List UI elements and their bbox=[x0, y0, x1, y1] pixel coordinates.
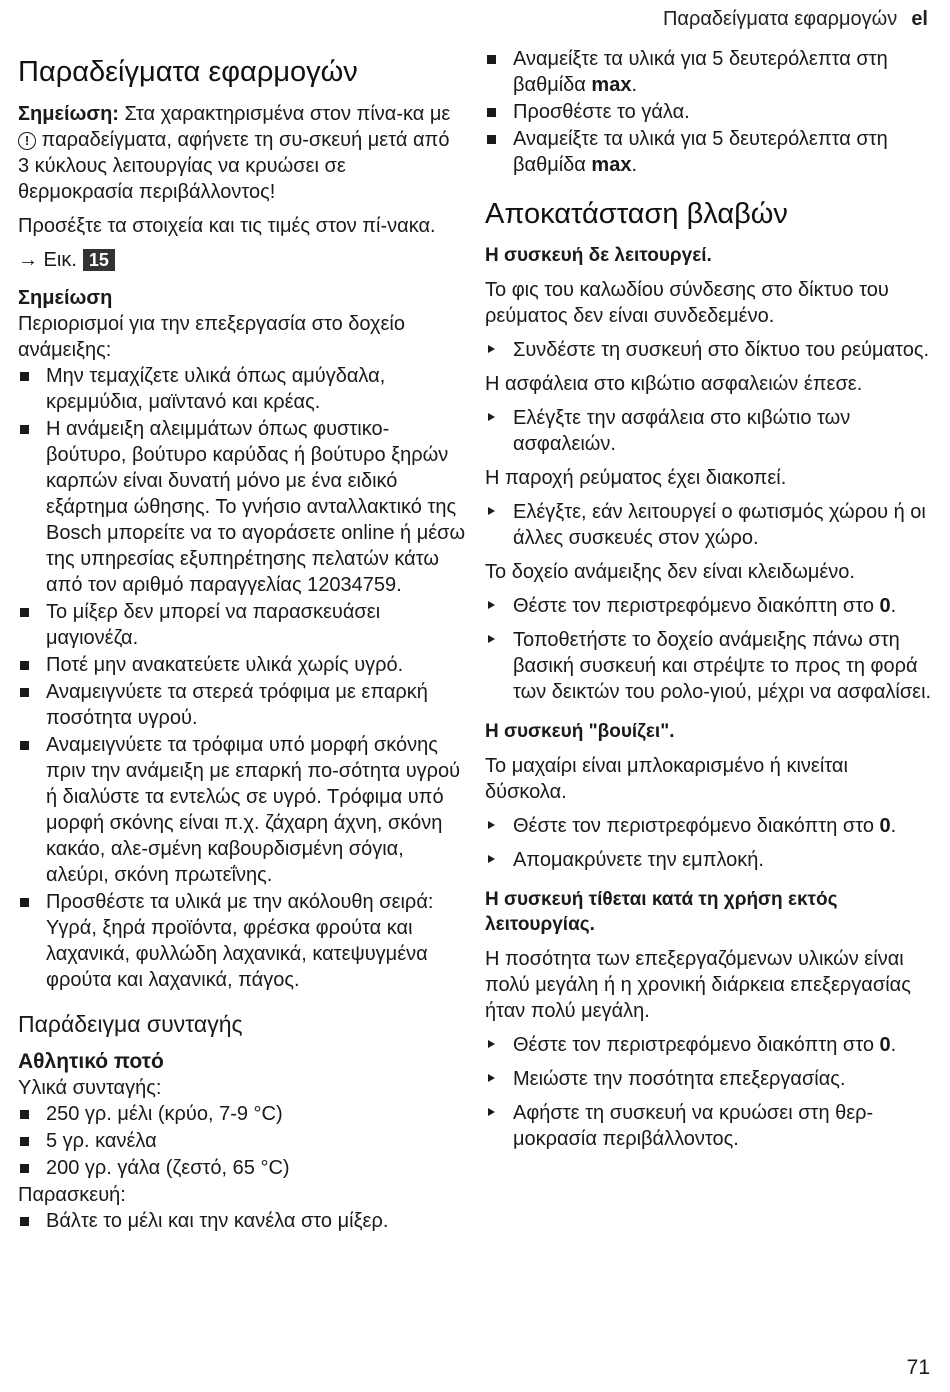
remedy-list bbox=[485, 1032, 933, 1152]
cause-text: Το φις του καλωδίου σύνδεσης στο δίκτυο του ρεύματος δεν είναι συνδεδεμένο. bbox=[485, 278, 889, 327]
list-item: 200 γρ. γάλα (ζεστό, 65 °C) bbox=[18, 1155, 466, 1181]
note-label: Σημείωση: bbox=[18, 103, 119, 126]
right-column bbox=[485, 46, 933, 1160]
note-text-end: παραδείγματα, αφήνετε τη συ-σκευή μετά από 3 κύκλους λειτουργίας να κρυώσει σε θερμοκρασία περιβάλλοντος! bbox=[18, 129, 450, 204]
exclamation-icon: ! bbox=[18, 132, 36, 150]
header-title: Παραδείγματα εφαρμογών bbox=[662, 8, 898, 30]
ingredients-label: Υλικά συνταγής: bbox=[18, 1076, 162, 1099]
table-hint: Προσέξτε τα στοιχεία και τις τιμές στον πί-νακα. bbox=[18, 215, 436, 238]
remedy-item: Συνδέστε τη συσκευή στο δίκτυο του ρεύματος. bbox=[485, 337, 933, 363]
remedy-item: Τοποθετήστε το δοχείο ανάμειξης πάνω στη βασική συσκευή και στρέψτε το προς τη φορά των δεικτών του ρολο-γιού, μέχρι να ασφαλίσει. bbox=[485, 627, 933, 705]
remedy-list bbox=[485, 337, 933, 363]
list-item: Προσθέστε τα υλικά με την ακόλουθη σειρά: Υγρά, ξηρά προϊόντα, φρέσκα φρούτα και λαχανικά, φυλλώδη λαχανικά, κατεψυγμένα φρούτα και λαχανικά, πάγος. bbox=[18, 889, 466, 993]
cause-text: Το μαχαίρι είναι μπλοκαρισμένο ή κινείται δύσκολα. bbox=[485, 754, 848, 803]
remedy-item: Ελέγξτε, εάν λειτουργεί ο φωτισμός χώρου ή οι άλλες συσκευές στον χώρο. bbox=[485, 499, 933, 551]
language-code: el bbox=[911, 8, 928, 30]
remedy-item: Ελέγξτε την ασφάλεια στο κιβώτιο των ασφαλειών. bbox=[485, 405, 933, 457]
remedy-item: Θέστε τον περιστρεφόμενο διακόπτη στο 0. bbox=[485, 593, 933, 619]
list-item: Μην τεμαχίζετε υλικά όπως αμύγδαλα, κρεμμύδια, μαϊντανό και κρέας. bbox=[18, 363, 466, 415]
remedy-list bbox=[485, 593, 933, 705]
fault-heading: Η συσκευή τίθεται κατά τη χρήση εκτός λειτουργίας. bbox=[485, 888, 838, 936]
remedy-item: Θέστε τον περιστρεφόμενο διακόπτη στο 0. bbox=[485, 813, 933, 839]
remedy-item: Απομακρύνετε την εμπλοκή. bbox=[485, 847, 933, 873]
figure-reference bbox=[18, 247, 466, 273]
prep-label: Παρασκευή: bbox=[18, 1183, 126, 1206]
cause-text: Το δοχείο ανάμειξης δεν είναι κλειδωμένο. bbox=[485, 560, 855, 583]
figure-ref-label: → Εικ. bbox=[18, 249, 77, 272]
remedy-item: Μειώστε την ποσότητα επεξεργασίας. bbox=[485, 1066, 933, 1092]
prep-list-continued bbox=[485, 46, 933, 178]
page-number: 71 bbox=[906, 1356, 930, 1379]
note-text-start: Στα χαρακτηρισμένα στον πίνα-κα με bbox=[118, 103, 451, 126]
list-item: Αναμείξτε τα υλικά για 5 δευτερόλεπτα στη βαθμίδα max. bbox=[485, 46, 933, 98]
section-title: Παραδείγματα εφαρμογών bbox=[18, 56, 358, 88]
fault-heading: Η συσκευή δε λειτουργεί. bbox=[485, 245, 712, 267]
ingredients-list bbox=[18, 1101, 466, 1181]
running-header bbox=[663, 8, 928, 31]
recipe-title: Αθλητικό ποτό bbox=[18, 1049, 164, 1073]
prep-list bbox=[18, 1208, 466, 1234]
list-item: Αναμείξτε τα υλικά για 5 δευτερόλεπτα στη βαθμίδα max. bbox=[485, 126, 933, 178]
list-item: Αναμειγνύετε τα στερεά τρόφιμα με επαρκή ποσότητα υγρού. bbox=[18, 679, 466, 731]
list-item: 5 γρ. κανέλα bbox=[18, 1128, 466, 1154]
list-item: Ποτέ μην ανακατεύετε υλικά χωρίς υγρό. bbox=[18, 652, 466, 678]
cause-text: Η ποσότητα των επεξεργαζόμενων υλικών είναι πολύ μεγάλη ή η χρονική διάρκεια επεξεργασίας ήταν πολύ μεγάλη. bbox=[485, 947, 911, 1022]
list-item: Προσθέστε το γάλα. bbox=[485, 99, 933, 125]
remedy-list bbox=[485, 813, 933, 873]
figure-number: 15 bbox=[83, 249, 115, 271]
list-item: Βάλτε το μέλι και την κανέλα στο μίξερ. bbox=[18, 1208, 466, 1234]
remedy-list bbox=[485, 499, 933, 551]
list-item: Αναμειγνύετε τα τρόφιμα υπό μορφή σκόνης πριν την ανάμειξη με επαρκή πο-σότητα υγρού ή διαλύστε τα εντελώς σε υγρό. Τρόφιμα υπό μορφή σκόνης είναι π.χ. ζάχαρη άχνη, σκόνη κακάο, αλε-σμένη καβουρδισμένη σόγια, αλεύρι, σκόνη πρωτεΐνης. bbox=[18, 732, 466, 888]
recipe-heading: Παράδειγμα συνταγής bbox=[18, 1011, 243, 1038]
restrictions-list bbox=[18, 363, 466, 993]
note-paragraph bbox=[18, 101, 466, 205]
left-column bbox=[18, 48, 466, 1240]
note2-label: Σημείωση bbox=[18, 287, 113, 310]
cause-text: Η παροχή ρεύματος έχει διακοπεί. bbox=[485, 466, 787, 489]
list-item: Η ανάμειξη αλειμμάτων όπως φυστικο-βούτυρο, βούτυρο καρύδας ή βούτυρο ξηρών καρπών είναι δυνατή μόνο με ένα ειδικό εξάρτημα ώθησης. Το γνήσιο ανταλλακτικό της Bosch μπορείτε να το αγοράσετε online ή μέσω της υπηρεσίας εξυπηρέτησης πελατών κάτω από τον αριθμό παραγγελίας 12034759. bbox=[18, 416, 466, 598]
remedy-item: Αφήστε τη συσκευή να κρυώσει στη θερ-μοκρασία περιβάλλοντος. bbox=[485, 1100, 933, 1152]
note2-text: Περιορισμοί για την επεξεργασία στο δοχείο ανάμειξης: bbox=[18, 313, 405, 362]
fault-heading: Η συσκευή "βουίζει". bbox=[485, 720, 675, 742]
remedy-list bbox=[485, 405, 933, 457]
list-item: 250 γρ. μέλι (κρύο, 7-9 °C) bbox=[18, 1101, 466, 1127]
list-item: Το μίξερ δεν μπορεί να παρασκευάσει μαγιονέζα. bbox=[18, 599, 466, 651]
troubleshooting-title: Αποκατάσταση βλαβών bbox=[485, 198, 788, 230]
remedy-item: Θέστε τον περιστρεφόμενο διακόπτη στο 0. bbox=[485, 1032, 933, 1058]
cause-text: Η ασφάλεια στο κιβώτιο ασφαλειών έπεσε. bbox=[485, 372, 863, 395]
